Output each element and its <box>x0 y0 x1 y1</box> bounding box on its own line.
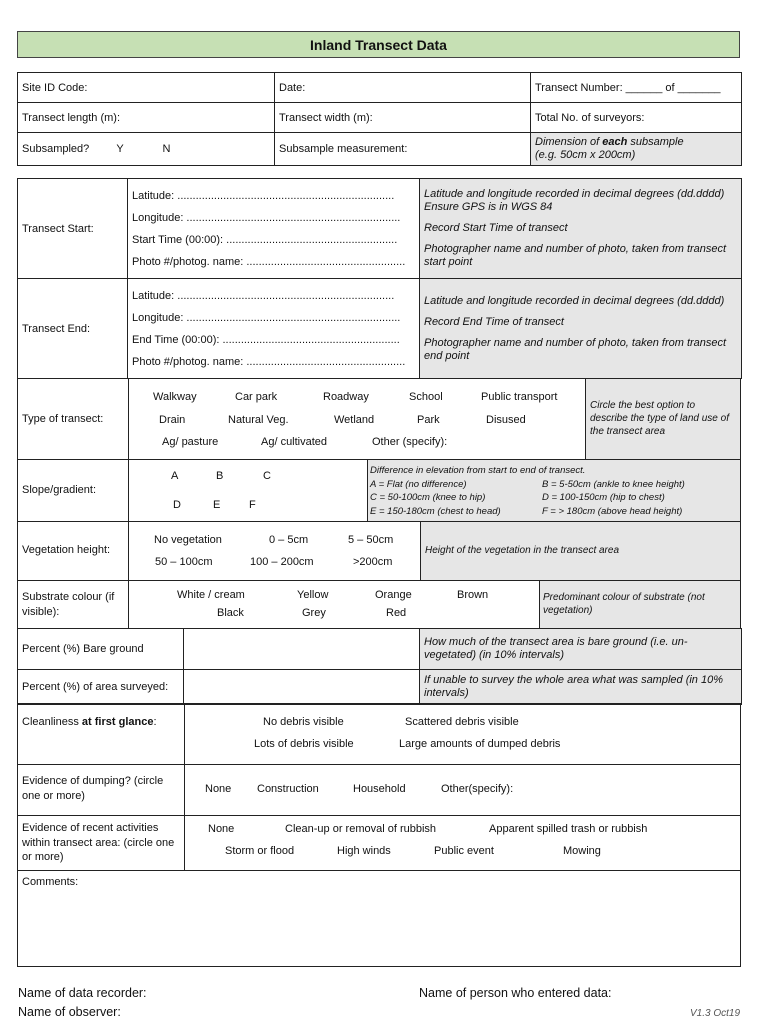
dumping-option-construction[interactable]: Construction <box>257 783 319 795</box>
end-longitude[interactable]: Longitude: ...................................................................... <box>132 311 401 324</box>
transect-number-field[interactable]: Transect Number: ______ of _______ <box>531 73 742 103</box>
dumping-label: Evidence of dumping? (circle one or more) <box>22 775 164 802</box>
subsampled-field[interactable] <box>18 133 275 166</box>
transect-width-field[interactable]: Transect width (m): <box>275 103 531 133</box>
substrate-option-white[interactable]: White / cream <box>177 589 245 601</box>
activity-option-none[interactable]: None <box>208 823 235 835</box>
area-surveyed-hint: If unable to survey the whole area what was sampled (in 10% intervals) <box>420 670 742 705</box>
clean-option-scattered[interactable]: Scattered debris visible <box>405 716 519 728</box>
vegetation-hint: Height of the vegetation in the transect area <box>425 545 620 556</box>
comments-label: Comments: <box>22 876 79 888</box>
cleanliness-row <box>17 703 741 765</box>
substrate-option-grey[interactable]: Grey <box>302 607 326 619</box>
transect-length-field[interactable]: Transect length (m): <box>18 103 275 133</box>
start-time[interactable]: Start Time (00:00): ........................................................ <box>132 233 398 246</box>
substrate-label: Substrate colour (if visible): <box>22 591 115 618</box>
substrate-option-yellow[interactable]: Yellow <box>297 589 329 601</box>
substrate-option-red[interactable]: Red <box>386 607 407 619</box>
type-option-ag-cultivated[interactable]: Ag/ cultivated <box>261 436 328 448</box>
percent-table <box>17 628 742 705</box>
veg-option-100-200[interactable]: 100 – 200cm <box>250 556 314 568</box>
vegetation-row <box>17 521 741 581</box>
slope-option-f[interactable]: F <box>249 499 256 511</box>
subsample-measurement-field[interactable]: Subsample measurement: <box>275 133 531 166</box>
substrate-option-orange[interactable]: Orange <box>375 589 412 601</box>
bare-ground-hint: How much of the transect area is bare ground (i.e. un-vegetated) (in 10% intervals) <box>420 629 742 670</box>
observer-name-label: Name of observer: <box>18 1005 121 1019</box>
cleanliness-label: Cleanliness at first glance: <box>22 716 157 728</box>
clean-option-no-debris[interactable]: No debris visible <box>263 716 344 728</box>
type-option-park[interactable]: Park <box>417 414 440 426</box>
activity-option-cleanup[interactable]: Clean-up or removal of rubbish <box>285 823 437 835</box>
substrate-hint: Predominant colour of substrate (not vegetation) <box>543 592 705 616</box>
type-option-natural-veg[interactable]: Natural Veg. <box>228 414 289 426</box>
slope-row <box>17 459 741 522</box>
dumping-option-none[interactable]: None <box>205 783 232 795</box>
type-option-public-transport[interactable]: Public transport <box>481 391 558 403</box>
activity-option-event[interactable]: Public event <box>434 845 494 857</box>
type-option-wetland[interactable]: Wetland <box>334 414 375 426</box>
transect-start-label: Transect Start: <box>18 179 128 279</box>
type-hint: Circle the best option to describe the type of land use of the transect area <box>590 400 729 437</box>
activities-label: Evidence of recent activities within transect area: (circle one or more) <box>22 822 175 863</box>
type-option-car-park[interactable]: Car park <box>235 391 278 403</box>
vegetation-label: Vegetation height: <box>22 544 111 556</box>
start-latitude[interactable]: Latitude: ....................................................................... <box>132 189 395 202</box>
type-label: Type of transect: <box>22 413 104 425</box>
type-option-roadway[interactable]: Roadway <box>323 391 369 403</box>
clean-option-large[interactable]: Large amounts of dumped debris <box>399 738 561 750</box>
comments-box[interactable] <box>17 870 741 967</box>
slope-label: Slope/gradient: <box>22 484 96 496</box>
substrate-row <box>17 580 741 629</box>
type-option-school[interactable]: School <box>409 391 443 403</box>
start-longitude[interactable]: Longitude: ...................................................................... <box>132 211 401 224</box>
activity-option-mowing[interactable]: Mowing <box>563 845 601 857</box>
subsampled-no[interactable]: N <box>162 143 171 155</box>
activities-row <box>17 815 741 871</box>
area-surveyed-input[interactable] <box>184 670 420 705</box>
transect-start-fields[interactable] <box>128 179 420 279</box>
end-photo[interactable]: Photo #/photog. name: .................................................... <box>132 355 406 368</box>
transect-end-fields[interactable] <box>128 279 420 379</box>
type-of-transect-row <box>17 378 741 460</box>
clean-option-lots[interactable]: Lots of debris visible <box>254 738 354 750</box>
bare-ground-input[interactable] <box>184 629 420 670</box>
type-option-disused[interactable]: Disused <box>486 414 526 426</box>
dumping-option-household[interactable]: Household <box>353 783 406 795</box>
type-option-other[interactable]: Other (specify): <box>372 436 448 448</box>
header-table <box>17 72 742 166</box>
end-time[interactable]: End Time (00:00): .......................................................... <box>132 333 400 346</box>
activity-option-storm[interactable]: Storm or flood <box>225 845 295 857</box>
page-title: Inland Transect Data <box>17 31 740 58</box>
transect-start-hint: Latitude and longitude recorded in decimal degrees (dd.dddd) Ensure GPS is in WGS 84 Record Start Time of transect Photographer name and number of photo, taken from transect start point <box>420 179 742 279</box>
start-photo[interactable]: Photo #/photog. name: .................................................... <box>132 255 406 268</box>
type-option-ag-pasture[interactable]: Ag/ pasture <box>162 436 219 448</box>
veg-option-none[interactable]: No vegetation <box>154 534 222 546</box>
activity-option-winds[interactable]: High winds <box>337 845 391 857</box>
slope-option-c[interactable]: C <box>263 470 271 482</box>
subsampled-yes[interactable]: Y <box>116 143 124 155</box>
surveyors-field[interactable]: Total No. of surveyors: <box>531 103 742 133</box>
recorder-name-label: Name of data recorder: <box>18 986 147 1000</box>
end-latitude[interactable]: Latitude: ....................................................................... <box>132 289 395 302</box>
type-option-walkway[interactable]: Walkway <box>153 391 197 403</box>
substrate-option-black[interactable]: Black <box>217 607 244 619</box>
site-id-field[interactable]: Site ID Code: <box>18 73 275 103</box>
slope-option-d[interactable]: D <box>173 499 181 511</box>
slope-option-a[interactable]: A <box>171 470 179 482</box>
veg-option-200-plus[interactable]: >200cm <box>353 556 393 568</box>
subsampled-label: Subsampled? <box>22 143 90 155</box>
transect-end-hint: Latitude and longitude recorded in decimal degrees (dd.dddd) Record End Time of transect Photographer name and number of photo, taken from transect end point <box>420 279 742 379</box>
slope-hint: Difference in elevation from start to end of transect. A = Flat (no difference) B = 5-50cm (ankle to knee height) C = 50-100cm (knee to hip) D = 100-150cm (hip to chest) E = 150-180cm (chest to head) F = > 180cm (above head height) <box>370 465 685 517</box>
type-option-drain[interactable]: Drain <box>159 414 186 426</box>
dumping-row <box>17 764 741 816</box>
transect-points-table <box>17 178 742 379</box>
veg-option-0-5[interactable]: 0 – 5cm <box>269 534 309 546</box>
transect-end-label: Transect End: <box>18 279 128 379</box>
dumping-option-other[interactable]: Other(specify): <box>441 783 514 795</box>
substrate-option-brown[interactable]: Brown <box>457 589 489 601</box>
slope-option-b[interactable]: B <box>216 470 224 482</box>
slope-option-e[interactable]: E <box>213 499 221 511</box>
version-label: V1.3 Oct19 <box>690 1008 741 1019</box>
bare-ground-label: Percent (%) Bare ground <box>18 629 184 670</box>
date-field[interactable]: Date: <box>275 73 531 103</box>
subsample-hint: Dimension of each subsample (e.g. 50cm x 200cm) <box>531 133 742 166</box>
entered-by-label: Name of person who entered data: <box>419 986 612 1000</box>
activity-option-spilled[interactable]: Apparent spilled trash or rubbish <box>489 823 648 835</box>
veg-option-50-100[interactable]: 50 – 100cm <box>155 556 213 568</box>
area-surveyed-label: Percent (%) of area surveyed: <box>18 670 184 705</box>
veg-option-5-50[interactable]: 5 – 50cm <box>348 534 394 546</box>
